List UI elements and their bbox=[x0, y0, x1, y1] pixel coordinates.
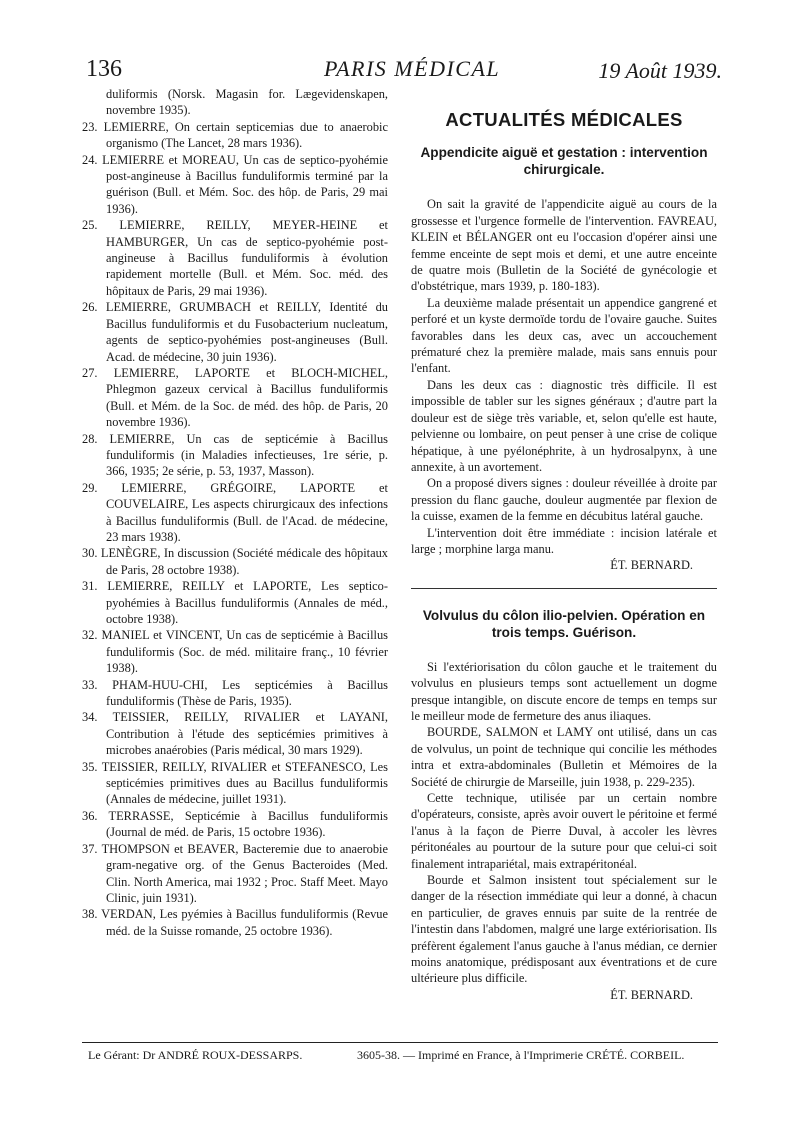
reference-item: 31. LEMIERRE, REILLY et LAPORTE, Les septico-pyohémies à Bacillus funduliformis (Annales de méd., octobre 1938). bbox=[82, 579, 388, 626]
page-number: 136 bbox=[86, 56, 122, 82]
news-column bbox=[411, 106, 717, 1003]
reference-item: 38. VERDAN, Les pyémies à Bacillus funduliformis (Revue méd. de la Suisse romande, 25 octobre 1936). bbox=[82, 907, 388, 938]
footer-rule bbox=[82, 1042, 718, 1043]
reference-item: 32. MANIEL et VINCENT, Un cas de septicémie à Bacillus funduliformis (Soc. de méd. militaire franç., 10 février 1938). bbox=[82, 628, 388, 676]
article-paragraph: La deuxième malade présentait un appendice gangrené et perforé et un kyste dermoïde tordu de l'ovaire gauche. Suites favorables dans les deux cas, avec un accouchement prématuré chez la première malade, mais sans ennuis pour l'enfant. bbox=[411, 295, 717, 376]
article-paragraph: On a proposé divers signes : douleur réveillée à droite par pression du flanc gauche, douleur augmentée par flexion de la cuisse, examen de la femme en décubitus latéral gauche. bbox=[411, 476, 717, 524]
reference-item: 33. PHAM-HUU-CHI, Les septicémies à Bacillus funduliformis (Thèse de Paris, 1935). bbox=[82, 677, 388, 709]
article-paragraph: Cette technique, utilisée par un certain nombre d'opérateurs, consiste, après avoir ouvert le péritoine et fermé l'anus à la façon de Pierre Duval, à accoler les lèvres péritonéales au pourtour de la suture pour que celui-ci soit finalement intrapariétal, mais extrapéritonéal. bbox=[411, 791, 717, 871]
reference-item: 36. TERRASSE, Septicémie à Bacillus funduliformis (Journal de méd. de Paris, 15 octobre 1936). bbox=[82, 808, 388, 840]
issue-date: 19 Août 1939. bbox=[598, 58, 722, 83]
author-signature: ÉT. BERNARD. bbox=[610, 558, 693, 573]
article-title: Volvulus du côlon ilio-pelvien. Opération en trois temps. Guérison. bbox=[422, 607, 706, 640]
article-paragraph: On sait la gravité de l'appendicite aiguë au cours de la grossesse et l'urgence formelle de l'intervention. FAVREAU, KLEIN et BÉLANGER ont eu l'occasion d'opérer ainsi une femme enceinte de sept mois et demi, et une autre enceinte de quatre mois (Bulletin de la Société de gynécologie et d'obstétrique, mars 1939, p. 180-183). bbox=[411, 197, 717, 294]
reference-item: 29. LEMIERRE, GRÉGOIRE, LAPORTE et COUVELAIRE, Les aspects chirurgicaux des infections à Bacillus funduliformis (Bull. de l'Acad. de médecine, 23 mars 1938). bbox=[82, 480, 388, 544]
footer-printer: 3605-38. — Imprimé en France, à l'Imprimerie CRÉTÉ. CORBEIL. bbox=[357, 1048, 685, 1062]
reference-item: duliformis (Norsk. Magasin for. Lægevidenskapen, novembre 1935). bbox=[106, 87, 388, 118]
journal-title: PARIS MÉDICAL bbox=[324, 56, 501, 81]
article-paragraph: BOURDE, SALMON et LAMY ont utilisé, dans un cas de volvulus, un point de technique qui concilie les méthodes intra et extra-abdominales (Bulletin et Mémoires de la Société de chirurgie de Marseille, juin 1938, p. 229-235). bbox=[411, 725, 717, 789]
reference-item: 26. LEMIERRE, GRUMBACH et REILLY, Identité du Bacillus funduliformis et du Fusobacterium nucleatum, agents de septico-pyohémies post-angineuses (Bull. Acad. de médecine, 30 juin 1936). bbox=[82, 300, 388, 364]
reference-item: 35. TEISSIER, REILLY, RIVALIER et STEFANESCO, Les septicémies primitives dues au Bacillus funduliformis (Annales de médecine, juillet 1931). bbox=[82, 759, 388, 807]
reference-item: 27. LEMIERRE, LAPORTE et BLOCH-MICHEL, Phlegmon gazeux cervical à Bacillus funduliformis (Bull. et Mém. de la Soc. de méd. des hôp. de Paris, 20 novembre 1936). bbox=[82, 365, 388, 430]
section-heading: ACTUALITÉS MÉDICALES bbox=[445, 109, 683, 130]
article-paragraph: Si l'extériorisation du côlon gauche et le traitement du volvulus en plusieurs temps sont actuellement un dogme presque intangible, on discute encore de temps en temps sur le meilleur mode de fermeture des anus iliaques. bbox=[411, 659, 717, 723]
references-column bbox=[82, 86, 388, 939]
article-divider bbox=[411, 588, 717, 589]
reference-item: 23. LEMIERRE, On certain septicemias due to anaerobic organismo (The Lancet, 28 mars 1936). bbox=[82, 119, 388, 151]
reference-item: 28. LEMIERRE, Un cas de septicémie à Bacillus funduliformis (in Maladies infectieuses, 1re série, p. 366, 1935; 2e série, p. 53, 1937, Masson). bbox=[82, 431, 388, 479]
reference-item: 37. THOMPSON et BEAVER, Bacteremie due to anaerobie gram-negative org. of the Genus Bacteroides (Med. Clin. North America, mai 1932 ; Proc. Staff Meet. Mayo Clinic, juin 1931). bbox=[82, 841, 388, 905]
article-paragraph: Dans les deux cas : diagnostic très difficile. Il est impossible de tabler sur les signes généraux ; d'autre part la douleur est de siège très variable, et, selon qu'elle est haute, pelvienne ou lombaire, on peut penser à une crise de colique hépatique, à une pyélonéphrite, à un hydrosalpynx, à une annexite, à un avortement. bbox=[411, 377, 717, 474]
article-paragraph: L'intervention doit être immédiate : incision latérale et large ; morphine larga manu. bbox=[411, 525, 717, 556]
reference-item: 34. TEISSIER, REILLY, RIVALIER et LAYANI, Contribution à l'étude des septicémies primitives à microbes anaérobies (Paris médical, 30 mars 1929). bbox=[82, 710, 388, 758]
reference-item: 30. LENÈGRE, In discussion (Société médicale des hôpitaux de Paris, 28 octobre 1938). bbox=[82, 546, 388, 577]
reference-item: 25. LEMIERRE, REILLY, MEYER-HEINE et HAMBURGER, Un cas de septico-pyohémie post-angineuse à Bacillus funduliformis à évolution rapidement mortelle (Bull. et Mém. Soc. méd. des hôpitaux de Paris, 29 mai 1936). bbox=[82, 218, 388, 298]
footer-manager: Le Gérant: Dr ANDRÉ ROUX-DESSARPS. bbox=[88, 1048, 303, 1062]
article-paragraph: Bourde et Salmon insistent tout spécialement sur le danger de la résection immédiate qui leur a donné, à chacun en particulier, de graves ennuis par suite de la rentrée de l'intestin dans l'abdomen, malgré une large extériorisation. Ils préfèrent également l'anus gauche à l'anus médian, ce dernier moins anatomique, prédisposant aux éventrations et de cure ultérieure plus difficile. bbox=[411, 873, 717, 986]
reference-item: 24. LEMIERRE et MOREAU, Un cas de septico-pyohémie post-angineuse à Bacillus funduliformis terminé par la guérison (Bull. et Mém. Soc. des hôp. de Paris, 29 mai 1936). bbox=[82, 152, 388, 216]
author-signature: ÉT. BERNARD. bbox=[610, 987, 693, 1002]
article-title: Appendicite aiguë et gestation : intervention chirurgicale. bbox=[420, 145, 708, 178]
